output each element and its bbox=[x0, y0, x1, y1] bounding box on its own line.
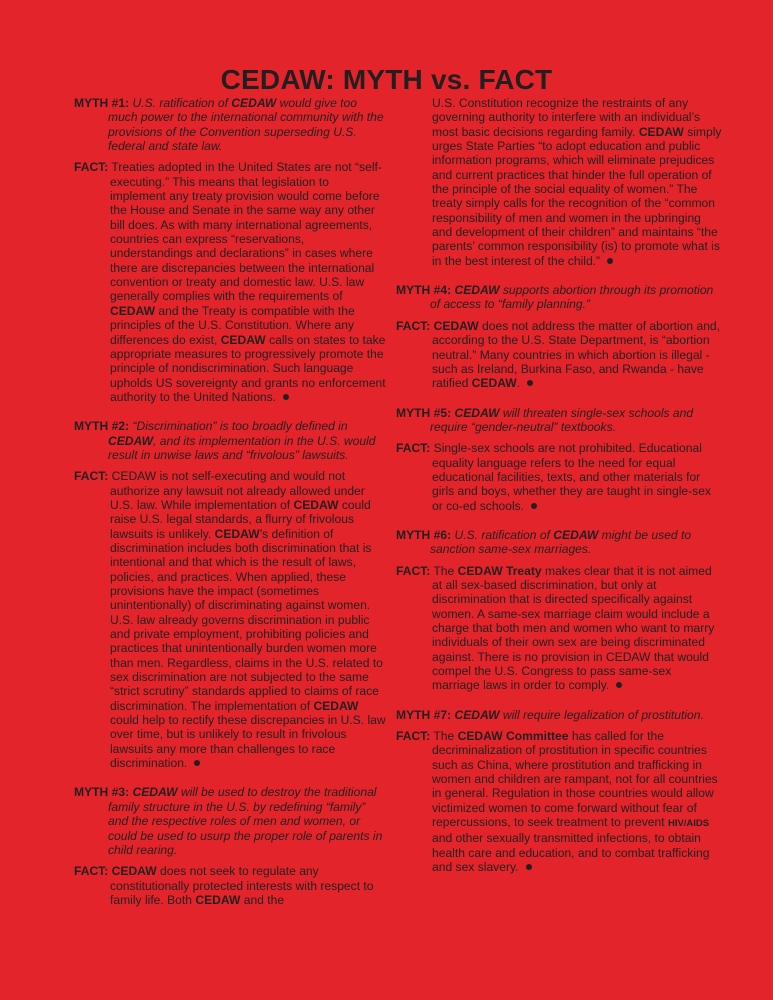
cedaw-term: CEDAW bbox=[454, 283, 500, 298]
cedaw-term: CEDAW Committee bbox=[457, 729, 569, 744]
fact-text: U.S. Constitution recognize the restraints of any governing authority to interfere with an individual’s most basic decisions regarding family. bbox=[432, 96, 701, 139]
myth-3 bbox=[74, 785, 386, 857]
fact-6 bbox=[396, 564, 722, 693]
cedaw-term: CEDAW bbox=[471, 376, 517, 391]
end-bullet bbox=[526, 864, 532, 870]
cedaw-term: CEDAW bbox=[214, 526, 260, 541]
myth-label: MYTH #7: bbox=[396, 707, 452, 722]
myth-label: MYTH #4: bbox=[396, 283, 452, 298]
cedaw-term: CEDAW bbox=[454, 707, 500, 722]
fact-text: and the Treaty is compatible with the principles of the U.S. Constitution. Where any differences do exist, bbox=[110, 303, 355, 347]
fact-label: FACT: bbox=[74, 160, 109, 175]
fact-7 bbox=[396, 729, 722, 874]
myth-text: U.S. ratification of bbox=[454, 527, 554, 542]
cedaw-term: CEDAW bbox=[111, 864, 157, 879]
fact-text: calls on states to take appropriate measures to progressively promote the principle of nondiscrimination. Such language upholds US sovereignty and grants no enforcement authority to the United Nations. bbox=[110, 332, 386, 404]
fact-label: FACT: bbox=[396, 563, 431, 578]
myth-text: , and its implementation in the U.S. would result in unwise laws and “frivolous” lawsuits. bbox=[108, 433, 376, 462]
fact-label: FACT: bbox=[74, 469, 109, 484]
cedaw-term: CEDAW Treaty bbox=[457, 563, 542, 578]
fact-text: and other sexually transmitted infections, to obtain health care and education, and to combat trafficking and sex slavery. bbox=[432, 831, 710, 875]
myth-label: MYTH #6: bbox=[396, 527, 452, 542]
fact-text: Treaties adopted in the United States are not “self-executing.” This means that legislation to implement any treaty provision would come before the House and Senate in the same way any other bill does. As with many international agreements, countries can express “reservations, understandings and declarations” in cases where there are discrepancies between the international convention or treaty and domestic law. U.S. law generally complies with the requirements of bbox=[110, 160, 382, 304]
fact-text: has called for the decriminalization of prostitution in specific countries such as China, where prostitution and trafficking in women and children are rampant, not for all countries in general. Regulation in those countries would allow victimized women to come forward without fear of repercussions, to seek treatment to prevent bbox=[432, 729, 718, 830]
myth-text: will be used to destroy the traditional family structure in the U.S. by redefining “family” and the respective roles of men and women, or could be used to usurp the proper role of parents in child rearing. bbox=[108, 785, 383, 857]
cedaw-term: CEDAW bbox=[220, 332, 266, 347]
end-bullet bbox=[531, 503, 537, 509]
cedaw-term: CEDAW bbox=[433, 318, 479, 333]
fact-text: CEDAW is not self-executing and would not authorize any lawsuit not already allowed under U.S. law. While implementation of bbox=[110, 469, 365, 512]
fact-text: could raise U.S. legal standards, a flurry of frivolous lawsuits is unlikely. bbox=[110, 497, 371, 541]
myth-label: MYTH #1: bbox=[74, 96, 130, 110]
fact-text: simply urges State Parties “to adopt education and public information programs, which will eliminate prejudices and current practices that hinder the full operation of the principle of the social equality of women.” The treaty simply calls for the recognition of the “common responsibility of men and women in the upbringing and development of their children” and maintains “the parents’ common responsibility (is) to promote what is in the best interest of the child.” bbox=[432, 124, 722, 268]
myth-text: “Discrimination” is too broadly defined in bbox=[132, 419, 348, 434]
cedaw-term: CEDAW bbox=[313, 698, 359, 713]
fact-text: does not address the matter of abortion and, according to the U.S. State Department, is “abortion neutral.” Many countries in which abortion is illegal - such as Ireland, Burkina Faso, and Rwanda - have ratified bbox=[432, 318, 721, 391]
cedaw-term: CEDAW bbox=[293, 497, 339, 512]
cedaw-term: CEDAW bbox=[231, 96, 277, 110]
fact-text: makes clear that it is not aimed at all sex-based discrimination, but only at discrimination that is directed specifically against women. A same-sex marriage claim would include a charge that both men and women who want to marry individuals of their own sex are being discriminated against. There is no provision in CEDAW that would compel the U.S. Congress to pass same-sex marriage laws in order to comply. bbox=[432, 563, 715, 693]
left-column bbox=[74, 96, 386, 907]
cedaw-term: CEDAW bbox=[454, 405, 500, 420]
fact-text: ’s definition of discrimination includes both discrimination that is intentional and that which is the result of laws, policies, and practices. When applied, these provisions have the impact (sometimes unintentionally) of discriminating against women. U.S. law already governs discrimination in public and private employment, prohibiting policies and practices that unintentionally burden women more than men. Regardless, claims in the U.S. related to sex discrimination are not subjected to the same “strict scrutiny” standards applied to claims of race discrimination. The implementation of bbox=[110, 526, 383, 713]
cedaw-term: CEDAW bbox=[195, 892, 241, 907]
end-bullet bbox=[527, 380, 533, 386]
fact-label: FACT: bbox=[396, 318, 431, 333]
myth-text: will threaten single-sex schools and require “gender-neutral” textbooks. bbox=[430, 405, 694, 434]
fact-label: FACT: bbox=[396, 441, 431, 456]
cedaw-term: CEDAW bbox=[108, 433, 154, 448]
myth-text: U.S. ratification of bbox=[132, 96, 232, 110]
right-column bbox=[396, 96, 722, 875]
fact-1 bbox=[74, 160, 386, 404]
fact-label: FACT: bbox=[396, 729, 431, 744]
fact-label: FACT: bbox=[74, 864, 109, 879]
myth-5 bbox=[396, 406, 722, 435]
myth-text: might be used to sanction same-sex marriages. bbox=[430, 527, 692, 557]
myth-text: will require legalization of prostitution. bbox=[499, 707, 704, 722]
myth-2 bbox=[74, 419, 386, 462]
fact-text: does not seek to regulate any constitutionally protected interests with respect to family life. Both bbox=[110, 864, 374, 907]
fact-text: Single-sex schools are not prohibited. Educational equality language refers to the need for equal educational facilities, texts, and other materials for girls and boys, whether they are taught in single-sex or co-ed schools. bbox=[432, 441, 711, 513]
fact-4 bbox=[396, 319, 722, 391]
myth-label: MYTH #2: bbox=[74, 419, 130, 434]
myth-text: supports abortion through its promotion of access to “family planning.” bbox=[430, 283, 714, 312]
page-title: CEDAW: MYTH vs. FACT bbox=[220, 63, 553, 95]
myth-label: MYTH #3: bbox=[74, 785, 130, 800]
cedaw-term: CEDAW bbox=[110, 303, 156, 318]
cedaw-term: CEDAW bbox=[553, 527, 599, 542]
fact-text: and the bbox=[240, 892, 285, 907]
myth-label: MYTH #5: bbox=[396, 405, 452, 420]
fact-text: The bbox=[433, 729, 458, 744]
fact-5 bbox=[396, 441, 722, 513]
fact-text: The bbox=[433, 563, 458, 578]
fact-text: could help to rectify these discrepancies in U.S. law over time, but is unlikely to result in frivolous lawsuits any more than challenges to race discrimination. bbox=[110, 713, 386, 771]
myth-1 bbox=[74, 96, 386, 153]
fact-2 bbox=[74, 469, 386, 770]
hiv-aids-term: HIV/AIDS bbox=[667, 818, 710, 830]
end-bullet bbox=[616, 682, 622, 688]
end-bullet bbox=[194, 760, 200, 766]
cedaw-term: CEDAW bbox=[132, 785, 178, 800]
end-bullet bbox=[283, 394, 289, 400]
myth-4 bbox=[396, 283, 722, 312]
myth-text: would give too much power to the international community with the provisions of the Convention superseding U.S. federal and state law. bbox=[108, 96, 384, 154]
fact-text: . bbox=[516, 376, 521, 391]
fact-3-continued bbox=[396, 96, 722, 268]
fact-3 bbox=[74, 864, 386, 907]
myth-7 bbox=[396, 708, 722, 722]
end-bullet bbox=[607, 258, 613, 264]
myth-6 bbox=[396, 528, 722, 557]
cedaw-term: CEDAW bbox=[638, 124, 684, 139]
